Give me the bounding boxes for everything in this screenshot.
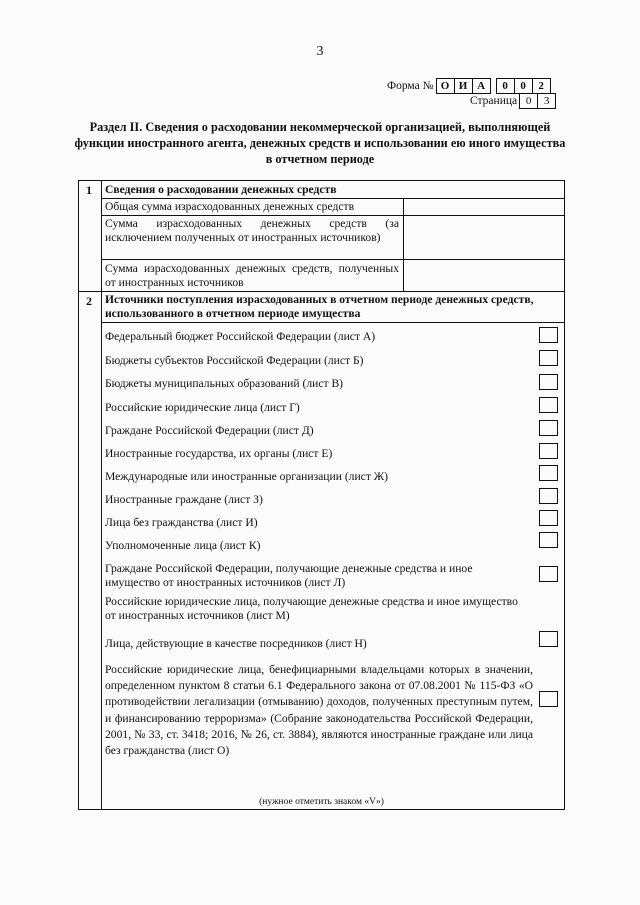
- page-code-cell: 0: [519, 93, 538, 109]
- form-code-cell: 0: [496, 78, 515, 94]
- checkbox-note: (нужное отметить знаком «V»): [259, 797, 384, 807]
- source-checkbox[interactable]: [539, 443, 558, 459]
- row-number: 1: [86, 183, 92, 197]
- source-checkbox[interactable]: [539, 420, 558, 436]
- source-checkbox[interactable]: [539, 374, 558, 390]
- source-checkbox[interactable]: [539, 691, 558, 707]
- source-item-label: Бюджеты муниципальных образований (лист В): [105, 377, 344, 390]
- row-number: 2: [86, 294, 92, 308]
- form-number-label: Форма №: [387, 80, 434, 92]
- source-checkbox[interactable]: [539, 488, 558, 504]
- source-item-label: Лица без гражданства (лист И): [105, 516, 258, 529]
- source-item-label: Бюджеты субъектов Российской Федерации (лист Б): [105, 354, 364, 367]
- row1-item-label: Общая сумма израсходованных денежных средств: [105, 200, 355, 213]
- source-item-label: Уполномоченные лица (лист К): [105, 539, 261, 552]
- source-item-label: Российские юридические лица, бенефициарными владельцами которых в значении, определенном пунктом 8 статьи 6.1 Федерального закона от 07.08.2001 № 115-ФЗ «О противодействии легализации (отмыванию) доходов, полученных преступным путем, и финансированию терроризма» (Собрание законодательства Российской Федерации, 2001, № 33, ст. 3418; 2016, № 26, ст. 3884), являются иностранные граждане или лица без гражданства (лист О): [105, 663, 533, 758]
- source-item-label: Иностранные граждане (лист З): [105, 493, 263, 506]
- form-code-cell: А: [472, 78, 491, 94]
- source-checkbox[interactable]: [539, 566, 558, 582]
- source-item-label: Федеральный бюджет Российской Федерации (лист А): [105, 330, 376, 343]
- source-item-label: Граждане Российской Федерации, получающие денежные средства и иное имущество от иностранных источников (лист Л): [105, 562, 473, 589]
- source-checkbox[interactable]: [539, 510, 558, 526]
- row1-item-label: Сумма израсходованных денежных средств (за исключением полученных от иностранных источников): [105, 217, 399, 244]
- source-item-label: Лица, действующие в качестве посредников (лист Н): [105, 637, 367, 650]
- page-code: [470, 93, 556, 109]
- form-code-cell: О: [436, 78, 455, 94]
- row1-header: Сведения о расходовании денежных средств: [105, 183, 337, 196]
- source-checkbox[interactable]: [539, 532, 558, 548]
- section-title: Раздел II. Сведения о расходовании некоммерческой организацией, выполняющей функции иностранного агента, денежных средств и использовании ею иного имущества в отчетном периоде: [74, 120, 566, 166]
- source-item-label: Международные или иностранные организации (лист Ж): [105, 470, 389, 483]
- page-code-cell: 3: [537, 93, 556, 109]
- page-number: 3: [316, 44, 324, 59]
- row1-item-label: Сумма израсходованных денежных средств, полученных от иностранных источников: [105, 262, 399, 289]
- form-number: [387, 78, 551, 94]
- form-code-cell: 0: [514, 78, 533, 94]
- source-item-label: Российские юридические лица, получающие денежные средства и иное имущество от иностранных источников (лист М): [105, 595, 518, 622]
- source-item-label: Российские юридические лица (лист Г): [105, 401, 300, 414]
- source-checkbox[interactable]: [539, 350, 558, 366]
- source-item-label: Граждане Российской Федерации (лист Д): [105, 424, 314, 437]
- source-item-label: Иностранные государства, их органы (лист Е): [105, 447, 333, 460]
- row2-header: Источники поступления израсходованных в отчетном периоде денежных средств, использованного в отчетном периоде имущества: [105, 293, 534, 320]
- source-checkbox[interactable]: [539, 631, 558, 647]
- source-checkbox[interactable]: [539, 465, 558, 481]
- form-code-cell: И: [454, 78, 473, 94]
- source-checkbox[interactable]: [539, 397, 558, 413]
- source-checkbox[interactable]: [539, 327, 558, 343]
- form-code-cell: 2: [532, 78, 551, 94]
- page-code-label: Страница: [470, 95, 518, 107]
